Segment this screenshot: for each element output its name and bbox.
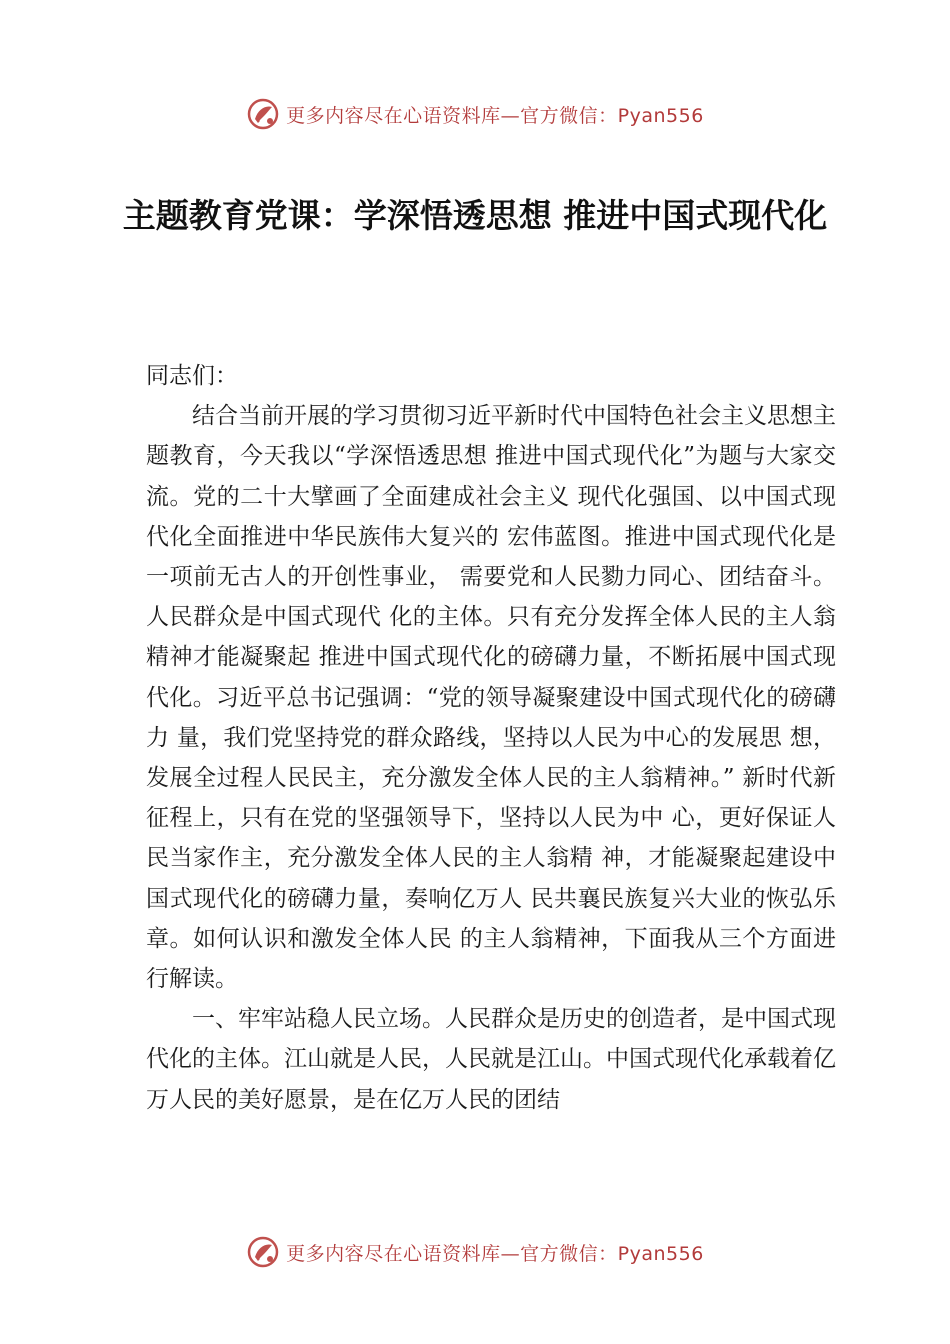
body-paragraph: 结合当前开展的学习贯彻习近平新时代中国特色社会主义思想主题教育，今天我以“学深悟透思想 推进中国式现代化”为题与大家交流。党的二十大擘画了全面建成社会主义 现代化强国、以中国式现代化全面推进中华民族伟大复兴的 宏伟蓝图。推进中国式现代化是一项前无古人的开创性事业， 需要党和人民勠力同心、团结奋斗。人民群众是中国式现代 化的主体。只有充分发挥全体人民的主人翁精神才能凝聚起 推进中国式现代化的磅礴力量，不断拓展中国式现代化。习近平总书记强调：“党的领导凝聚建设中国式现代化的磅礴力 量，我们党坚持党的群众路线，坚持以人民为中心的发展思 想，发展全过程人民民主，充分激发全体人民的主人翁精神。” 新时代新征程上，只有在党的坚强领导下，坚持以人民为中 心，更好保证人民当家作主，充分激发全体人民的主人翁精 神，才能凝聚起建设中国式现代化的磅礴力量，奏响亿万人 民共襄民族复兴大业的恢弘乐章。如何认识和激发全体人民 的主人翁精神，下面我从三个方面进行解读。 — [146, 403, 836, 993]
wechat-id: Pyan556 — [617, 1242, 704, 1265]
salutation: 同志们： — [146, 363, 238, 389]
seal-logo-icon — [246, 97, 280, 131]
seal-logo-icon — [246, 1235, 280, 1269]
document-title: 主题教育党课：学深悟透思想 推进中国式现代化 — [122, 196, 828, 235]
body-paragraph: 一、牢牢站稳人民立场。人民群众是历史的创造者，是中国式现代化的主体。江山就是人民，人民就是江山。中国式现代化承载着亿万人民的美好愿景，是在亿万人民的团结 — [146, 1006, 836, 1113]
header-banner — [0, 94, 950, 134]
banner-text: 更多内容尽在心语资料库—官方微信：Pyan556 — [286, 1242, 704, 1265]
document-body — [146, 356, 836, 1120]
footer-banner — [0, 1232, 950, 1272]
banner-text: 更多内容尽在心语资料库—官方微信：Pyan556 — [286, 104, 704, 127]
wechat-id: Pyan556 — [617, 104, 704, 127]
